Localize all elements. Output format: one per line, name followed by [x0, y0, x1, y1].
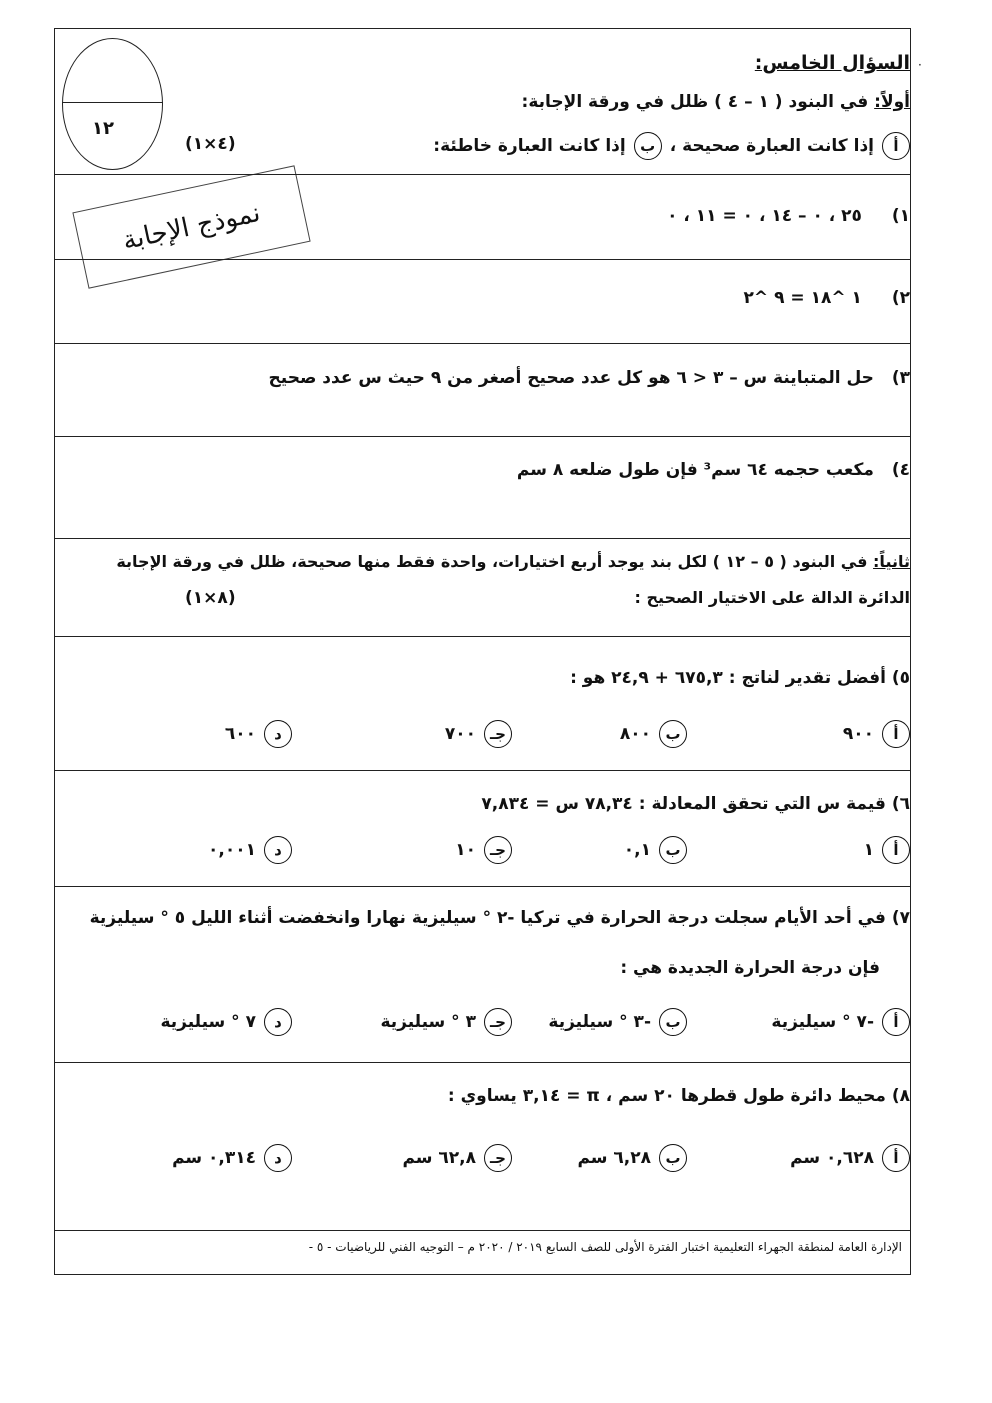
- part2-marks: (٨×١): [185, 588, 236, 608]
- option-letter: ب: [659, 836, 687, 864]
- option-value: ٦٢,٨ سم: [402, 1148, 476, 1168]
- q6-option-a[interactable]: [864, 836, 910, 864]
- option-letter: د: [264, 720, 292, 748]
- question-5: [570, 668, 910, 688]
- option-letter: ب: [659, 720, 687, 748]
- item-text: ١ ^١٨ = ٩ ^٢: [743, 288, 862, 308]
- option-value: ٠,٠٠١: [208, 840, 256, 860]
- option-value: ٦٠٠: [224, 724, 256, 744]
- q6-option-d[interactable]: [208, 836, 292, 864]
- q5-option-d[interactable]: [225, 720, 292, 748]
- question-number: ٧): [891, 908, 910, 928]
- q7-option-d[interactable]: [160, 1008, 292, 1036]
- item-number: ١): [891, 206, 910, 226]
- question-text: محيط دائرة طول قطرها ٢٠ سم ، π = ٣,١٤ يساوي :: [447, 1086, 886, 1106]
- question-7: [90, 908, 910, 928]
- option-value: ٣ ° سيليزية: [380, 1012, 476, 1032]
- grade-value: ١٢: [92, 118, 114, 139]
- option-value: ٧٠٠: [444, 724, 476, 744]
- part2-instruction: في البنود ( ٥ – ١٢ ) لكل بند يوجد أربع اختيارات، واحدة فقط منها صحيحة، ظلل في ورقة الإجابة: [116, 552, 868, 571]
- item-4: [517, 460, 910, 480]
- option-value: ٩٠٠: [842, 724, 874, 744]
- option-letter: أ: [882, 1008, 910, 1036]
- part1-instruction: في البنود ( ١ – ٤ ) ظلل في ورقة الإجابة:: [521, 92, 869, 112]
- letter-a-badge: أ: [882, 132, 910, 160]
- divider: [54, 343, 911, 344]
- footer-text: الإدارة العامة لمنطقة الجهراء التعليمية اختبار الفترة الأولى للصف السابع ٢٠١٩ / ٢٠٢٠ م – التوجيه الفني للرياضيات - ٥ -: [308, 1240, 902, 1254]
- answer-key-stamp: نموذج الإجابة: [72, 165, 310, 288]
- option-letter: د: [264, 1144, 292, 1172]
- option-letter: ب: [659, 1008, 687, 1036]
- q7-option-a[interactable]: [771, 1008, 910, 1036]
- item-1: [667, 206, 910, 226]
- option-letter: جـ: [484, 1008, 512, 1036]
- option-value: ٨٠٠: [619, 724, 651, 744]
- grade-divider: [62, 102, 163, 103]
- q8-option-d[interactable]: [172, 1144, 292, 1172]
- q8-option-a[interactable]: [790, 1144, 910, 1172]
- option-letter: د: [264, 836, 292, 864]
- option-letter: أ: [882, 720, 910, 748]
- item-text: حل المتباينة س – ٣ < ٦ هو كل عدد صحيح أصغر من ٩ حيث س عدد صحيح: [268, 368, 874, 388]
- divider: [54, 174, 911, 175]
- q5-option-c[interactable]: [445, 720, 512, 748]
- part2-instruction-2: الدائرة الدالة على الاختيار الصحيح :: [634, 588, 910, 607]
- option-letter: ب: [659, 1144, 687, 1172]
- page-mark: ·: [918, 58, 922, 72]
- part1-marks: (٤×١): [185, 134, 236, 154]
- option-letter: د: [264, 1008, 292, 1036]
- question-text: أفضل تقدير لناتج : ٦٧٥,٣ + ٢٤,٩ هو :: [570, 668, 886, 688]
- option-letter: جـ: [484, 1144, 512, 1172]
- divider: [54, 770, 911, 771]
- item-3: [269, 368, 911, 388]
- q5-option-a[interactable]: [843, 720, 910, 748]
- q7-option-c[interactable]: [380, 1008, 512, 1036]
- footer-divider: [54, 1230, 911, 1231]
- true-label: إذا كانت العبارة صحيحة ،: [669, 136, 874, 156]
- question-title: السؤال الخامس:: [754, 52, 910, 74]
- question-7-line2: فإن درجة الحرارة الجديدة هي :: [620, 958, 880, 978]
- question-text: في أحد الأيام سجلت درجة الحرارة في تركيا -٢ ° سيليزية نهارا وانخفضت أثناء الليل ٥ ° سيليزية: [89, 908, 886, 928]
- option-value: ١: [863, 840, 874, 860]
- option-value: -٣ ° سيليزية: [548, 1012, 651, 1032]
- divider: [54, 1062, 911, 1063]
- divider: [54, 886, 911, 887]
- q6-option-b[interactable]: [624, 836, 687, 864]
- q6-option-c[interactable]: [455, 836, 512, 864]
- item-number: ٢): [891, 288, 910, 308]
- option-value: ٠,٦٢٨ سم: [790, 1148, 874, 1168]
- item-text: ٢٥ ، ٠ – ١٤ ، ٠ = ١١ ، ٠: [667, 206, 862, 226]
- tf-legend: [433, 132, 910, 160]
- divider: [54, 259, 911, 260]
- part1-header: [522, 92, 910, 112]
- option-letter: جـ: [484, 720, 512, 748]
- option-letter: أ: [882, 1144, 910, 1172]
- part2-header: [116, 552, 910, 571]
- part1-heading: أولاً:: [874, 92, 910, 112]
- grade-circle: [62, 38, 163, 170]
- item-text: مكعب حجمه ٦٤ سم³ فإن طول ضلعه ٨ سم: [516, 460, 874, 480]
- question-number: ٥): [891, 668, 910, 688]
- question-number: ٦): [891, 794, 910, 814]
- option-value: ٠,١: [623, 840, 651, 860]
- q8-option-c[interactable]: [402, 1144, 512, 1172]
- q8-option-b[interactable]: [577, 1144, 687, 1172]
- false-label: إذا كانت العبارة خاطئة:: [433, 136, 626, 156]
- part2-heading: ثانياً:: [873, 552, 910, 571]
- option-value: ١٠: [455, 840, 476, 860]
- option-letter: جـ: [484, 836, 512, 864]
- option-value: ٧ ° سيليزية: [160, 1012, 256, 1032]
- question-6: [481, 794, 910, 814]
- option-letter: أ: [882, 836, 910, 864]
- option-value: ٠,٣١٤ سم: [172, 1148, 256, 1168]
- option-value: ٦,٢٨ سم: [577, 1148, 651, 1168]
- q5-option-b[interactable]: [620, 720, 687, 748]
- option-value: -٧ ° سيليزية: [771, 1012, 874, 1032]
- divider: [54, 436, 911, 437]
- item-2: [744, 288, 910, 308]
- question-8: [448, 1086, 910, 1106]
- question-number: ٨): [891, 1086, 910, 1106]
- item-number: ٤): [891, 460, 910, 480]
- question-text: قيمة س التي تحقق المعادلة : ٧٨,٣٤ س = ٧,٨٣٤: [481, 794, 886, 814]
- divider: [54, 636, 911, 637]
- item-number: ٣): [891, 368, 910, 388]
- letter-b-badge: ب: [634, 132, 662, 160]
- q7-option-b[interactable]: [548, 1008, 687, 1036]
- divider: [54, 538, 911, 539]
